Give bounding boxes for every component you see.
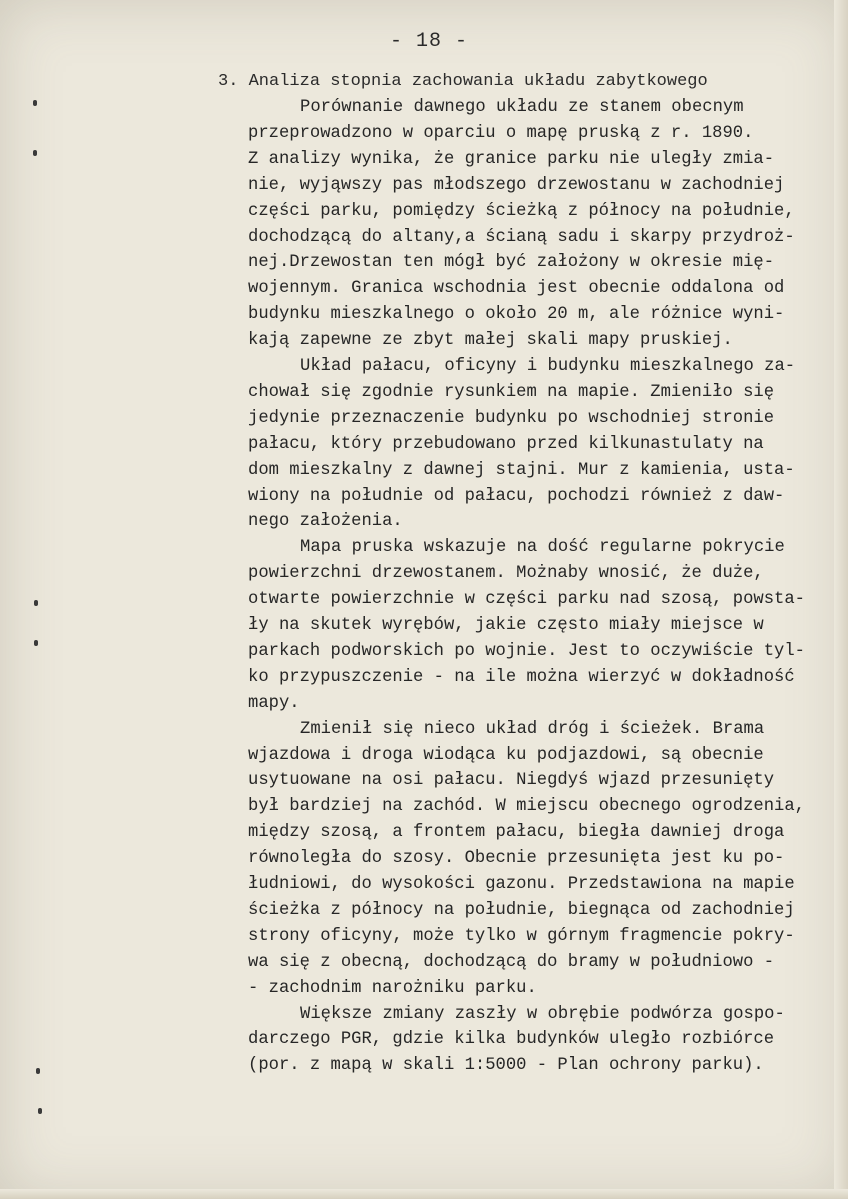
text-line: ły na skutek wyrębów, jakie często miały miejsce w [248, 616, 764, 635]
section-heading: 3. Analiza stopnia zachowania układu zabytkowego [218, 72, 708, 91]
text-line: wojennym. Granica wschodnia jest obecnie oddalona od [248, 279, 785, 299]
text-line: parkach podworskich po wojnie. Jest to oczywiście tyl- [248, 641, 805, 661]
text-line: (por. z mapą w skali 1:5000 - Plan ochrony parku). [248, 1056, 764, 1076]
margin-mark [34, 640, 38, 646]
text-line: ko przypuszczenie - na ile można wierzyć w dokładność [248, 667, 795, 687]
text-line: części parku, pomiędzy ścieżką z północy na południe, [248, 201, 795, 221]
paragraph-first-line: Większe zmiany zaszły w obrębie podwórza gospo- [300, 1004, 785, 1024]
text-line: był bardziej na zachód. W miejscu obecnego ogrodzenia, [248, 797, 805, 817]
margin-mark [33, 150, 37, 156]
text-line: jedynie przeznaczenie budynku po wschodniej stronie [248, 408, 775, 428]
text-line: równoległa do szosy. Obecnie przesunięta jest ku po- [248, 849, 785, 869]
text-line: kają zapewne ze zbyt małej skali mapy pruskiej. [248, 331, 733, 351]
margin-mark [38, 1108, 42, 1114]
text-line: dochodzącą do altany,a ścianą sadu i skarpy przydroż- [248, 227, 795, 247]
text-line: otwarte powierzchnie w części parku nad szosą, powsta- [248, 590, 805, 610]
text-line: przeprowadzono w oparciu o mapę pruską z r. 1890. [248, 123, 754, 143]
margin-mark [36, 1068, 40, 1074]
page-number: - 18 - [390, 30, 469, 53]
text-line: Z analizy wynika, że granice parku nie uległy zmia- [248, 149, 775, 169]
margin-mark [33, 100, 37, 106]
text-line: usytuowane na osi pałacu. Niegdyś wjazd przesunięty [248, 771, 775, 791]
page-bottom-shadow [0, 1189, 848, 1199]
paragraph-first-line: Porównanie dawnego układu ze stanem obecnym [300, 98, 744, 117]
text-line: wiony na południe od pałacu, pochodzi również z daw- [248, 486, 785, 506]
margin-mark [34, 600, 38, 606]
text-line: strony oficyny, może tylko w górnym fragmencie pokry- [248, 926, 795, 946]
text-line: darczego PGR, gdzie kilka budynków uległo rozbiórce [248, 1030, 775, 1050]
paragraph-first-line: Mapa pruska wskazuje na dość regularne pokrycie [300, 538, 785, 558]
page-edge-shadow [834, 0, 848, 1199]
paragraph-first-line: Układ pałacu, oficyny i budynku mieszkalnego za- [300, 357, 796, 376]
text-line: między szosą, a frontem pałacu, biegła dawniej droga [248, 823, 785, 843]
text-line: nego założenia. [248, 512, 403, 532]
text-line: - zachodnim narożniku parku. [248, 978, 537, 998]
text-line: dom mieszkalny z dawnej stajni. Mur z kamienia, usta- [248, 460, 795, 480]
paragraph-first-line: Zmienił się nieco układ dróg i ścieżek. Brama [300, 719, 765, 739]
text-line: łudniowi, do wysokości gazonu. Przedstawiona na mapie [248, 875, 795, 894]
text-line: ścieżka z północy na południe, biegnąca od zachodniej [248, 900, 795, 920]
text-line: budynku mieszkalnego o około 20 m, ale różnice wyni- [248, 305, 785, 325]
text-line: chował się zgodnie rysunkiem na mapie. Zmieniło się [248, 382, 775, 402]
text-line: mapy. [248, 693, 300, 713]
text-line: nej.Drzewostan ten mógł być założony w okresie mię- [248, 253, 775, 273]
text-line: pałacu, który przebudowano przed kilkunastulaty na [248, 434, 764, 454]
text-line: wa się z obecną, dochodzącą do bramy w południowo - [248, 952, 775, 972]
text-line: wjazdowa i droga wiodąca ku podjazdowi, są obecnie [248, 745, 764, 765]
text-line: powierzchni drzewostanem. Możnaby wnosić, że duże, [248, 564, 764, 584]
text-line: nie, wyjąwszy pas młodszego drzewostanu w zachodniej [248, 175, 785, 195]
